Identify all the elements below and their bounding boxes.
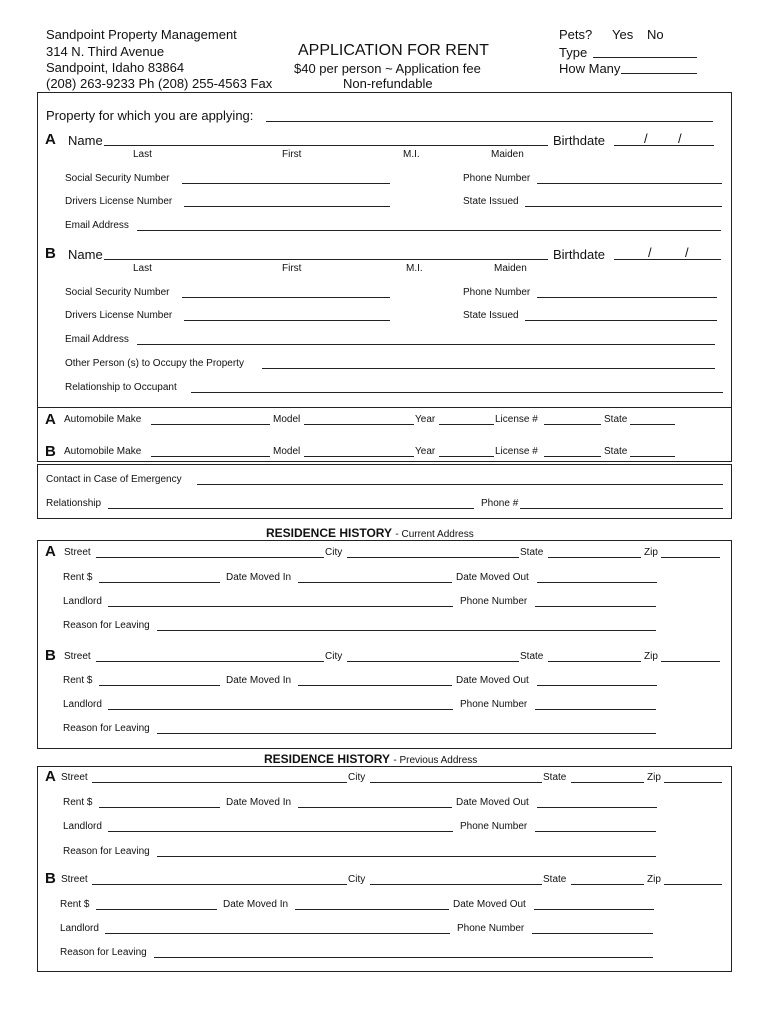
previous-a-reason-field[interactable]: [157, 856, 656, 857]
auto-b-model-field[interactable]: [304, 456, 414, 457]
applicant-a-letter: A: [45, 131, 56, 148]
current-b-city-label: City: [325, 651, 343, 662]
applicant-a-name-label: Name: [68, 133, 103, 148]
auto-b-make-field[interactable]: [151, 456, 270, 457]
previous-a-zip-field[interactable]: [664, 782, 722, 783]
auto-b-state-label: State: [604, 446, 628, 457]
applicant-a-name-field[interactable]: [104, 145, 548, 146]
previous-b-rent-field[interactable]: [96, 909, 217, 910]
applicant-b-name-label: Name: [68, 247, 103, 262]
current-b-street-label: Street: [64, 651, 91, 662]
applicant-b-email-field[interactable]: [137, 344, 715, 345]
current-b-rent-label: Rent $: [63, 675, 93, 686]
property-label: Property for which you are applying:: [46, 108, 254, 123]
previous-b-street-field[interactable]: [92, 884, 347, 885]
current-a-landlord-label: Landlord: [63, 596, 102, 607]
emergency-phone-field[interactable]: [520, 508, 723, 509]
auto-b-license-field[interactable]: [544, 456, 601, 457]
current-b-landlord-label: Landlord: [63, 699, 102, 710]
date-separator: /: [678, 131, 682, 146]
applicant-a-state-issued-label: State Issued: [463, 196, 519, 207]
applicant-b-birthdate-field[interactable]: [614, 259, 721, 260]
applicant-a-email-label: Email Address: [65, 220, 129, 231]
previous-b-reason-label: Reason for Leaving: [60, 947, 147, 958]
auto-b-make-label: Automobile Make: [64, 446, 142, 457]
previous-b-letter: B: [45, 870, 56, 887]
previous-a-street-label: Street: [61, 772, 88, 783]
previous-a-moved-out-field[interactable]: [537, 807, 657, 808]
applicant-b-dl-field[interactable]: [184, 320, 390, 321]
previous-a-rent-label: Rent $: [63, 797, 93, 808]
auto-a-license-label: License #: [495, 414, 538, 425]
applicant-a-ssn-field[interactable]: [182, 183, 390, 184]
current-b-city-field[interactable]: [347, 661, 519, 662]
auto-a-letter: A: [45, 411, 56, 428]
current-a-reason-label: Reason for Leaving: [63, 620, 150, 631]
current-b-moved-out-label: Date Moved Out: [456, 675, 529, 686]
property-field[interactable]: [266, 121, 713, 122]
company-address-line1: 314 N. Third Avenue: [46, 44, 165, 59]
current-a-rent-label: Rent $: [63, 572, 93, 583]
applicant-a-phone-field[interactable]: [537, 183, 722, 184]
previous-a-state-field[interactable]: [571, 782, 644, 783]
applicant-a-dl-label: Drivers License Number: [65, 196, 173, 207]
previous-b-landlord-label: Landlord: [60, 923, 99, 934]
previous-b-city-label: City: [348, 874, 366, 885]
auto-b-state-field[interactable]: [630, 456, 675, 457]
applicant-a-phone-label: Phone Number: [463, 173, 531, 184]
maiden-caption: Maiden: [491, 149, 524, 160]
current-b-reason-field[interactable]: [157, 733, 656, 734]
current-a-phone-field[interactable]: [535, 606, 656, 607]
auto-a-year-field[interactable]: [439, 424, 494, 425]
relationship-occupant-label: Relationship to Occupant: [65, 382, 177, 393]
previous-address-heading: [264, 752, 477, 766]
applicant-a-dl-field[interactable]: [184, 206, 390, 207]
applicant-b-phone-label: Phone Number: [463, 287, 531, 298]
previous-b-landlord-field[interactable]: [105, 933, 450, 934]
current-a-city-field[interactable]: [347, 557, 519, 558]
current-b-state-field[interactable]: [548, 661, 641, 662]
last-caption: Last: [133, 149, 152, 160]
emergency-contact-section: [37, 464, 732, 519]
current-a-rent-field[interactable]: [99, 582, 220, 583]
auto-a-year-label: Year: [415, 414, 436, 425]
emergency-phone-label: Phone #: [481, 498, 519, 509]
current-a-street-field[interactable]: [96, 557, 324, 558]
previous-a-city-field[interactable]: [370, 782, 542, 783]
auto-a-make-label: Automobile Make: [64, 414, 142, 425]
current-a-moved-out-field[interactable]: [537, 582, 657, 583]
applicant-a-birthdate-label: Birthdate: [553, 133, 606, 148]
date-separator: /: [644, 131, 648, 146]
previous-a-moved-out-label: Date Moved Out: [456, 797, 529, 808]
applicant-b-state-issued-field[interactable]: [525, 320, 717, 321]
previous-b-phone-label: Phone Number: [457, 923, 525, 934]
current-b-moved-out-field[interactable]: [537, 685, 657, 686]
emergency-contact-label: Contact in Case of Emergency: [46, 474, 182, 485]
current-a-landlord-field[interactable]: [108, 606, 453, 607]
current-b-moved-in-label: Date Moved In: [226, 675, 292, 686]
applicant-a-ssn-label: Social Security Number: [65, 173, 170, 184]
previous-address-section: [37, 766, 732, 972]
previous-b-phone-field[interactable]: [532, 933, 653, 934]
previous-b-zip-label: Zip: [647, 874, 661, 885]
residence-history-title: RESIDENCE HISTORY: [266, 526, 393, 540]
previous-a-rent-field[interactable]: [99, 807, 220, 808]
pets-label: Pets?: [559, 27, 593, 42]
previous-b-zip-field[interactable]: [664, 884, 722, 885]
residence-history-title: RESIDENCE HISTORY: [264, 752, 391, 766]
previous-b-moved-out-label: Date Moved Out: [453, 899, 526, 910]
first-caption: First: [282, 263, 302, 274]
previous-b-street-label: Street: [61, 874, 88, 885]
previous-b-moved-out-field[interactable]: [534, 909, 654, 910]
previous-a-moved-in-label: Date Moved In: [226, 797, 292, 808]
auto-b-model-label: Model: [273, 446, 301, 457]
emergency-relationship-field[interactable]: [108, 508, 474, 509]
previous-b-moved-in-label: Date Moved In: [223, 899, 289, 910]
current-b-letter: B: [45, 647, 56, 664]
pet-type-field[interactable]: [593, 57, 697, 58]
auto-a-state-label: State: [604, 414, 628, 425]
previous-a-state-label: State: [543, 772, 567, 783]
applicant-b-letter: B: [45, 245, 56, 262]
applicant-b-state-issued-label: State Issued: [463, 310, 519, 321]
previous-a-landlord-field[interactable]: [108, 831, 453, 832]
current-a-letter: A: [45, 543, 56, 560]
auto-a-state-field[interactable]: [630, 424, 675, 425]
current-b-state-label: State: [520, 651, 544, 662]
first-caption: First: [282, 149, 302, 160]
previous-b-state-label: State: [543, 874, 567, 885]
previous-a-reason-label: Reason for Leaving: [63, 846, 150, 857]
previous-b-moved-in-field[interactable]: [295, 909, 449, 910]
applicant-b-dl-label: Drivers License Number: [65, 310, 173, 321]
current-a-moved-out-label: Date Moved Out: [456, 572, 529, 583]
current-b-rent-field[interactable]: [99, 685, 220, 686]
company-name: Sandpoint Property Management: [46, 27, 237, 42]
applicant-a-email-field[interactable]: [137, 230, 721, 231]
previous-a-city-label: City: [348, 772, 366, 783]
applicant-b-email-label: Email Address: [65, 334, 129, 345]
current-b-zip-field[interactable]: [661, 661, 720, 662]
current-a-reason-field[interactable]: [157, 630, 656, 631]
previous-a-zip-label: Zip: [647, 772, 661, 783]
pet-type-label: Type: [559, 45, 588, 60]
current-address-heading: [266, 526, 474, 540]
pets-no-option[interactable]: No: [647, 27, 664, 42]
current-address-subtitle: - Current Address: [395, 529, 474, 540]
maiden-caption: Maiden: [494, 263, 527, 274]
auto-b-year-field[interactable]: [439, 456, 494, 457]
applicant-b-ssn-label: Social Security Number: [65, 287, 170, 298]
current-b-street-field[interactable]: [96, 661, 324, 662]
previous-address-subtitle: - Previous Address: [393, 755, 478, 766]
other-occupants-label: Other Person (s) to Occupy the Property: [65, 358, 244, 369]
non-refundable-note: Non-refundable: [343, 76, 433, 91]
previous-b-reason-field[interactable]: [154, 957, 653, 958]
company-address-line2: Sandpoint, Idaho 83864: [46, 60, 185, 75]
current-b-reason-label: Reason for Leaving: [63, 723, 150, 734]
current-b-phone-field[interactable]: [535, 709, 656, 710]
current-a-moved-in-label: Date Moved In: [226, 572, 292, 583]
auto-b-letter: B: [45, 443, 56, 460]
applicant-b-ssn-field[interactable]: [182, 297, 390, 298]
previous-a-phone-field[interactable]: [535, 831, 656, 832]
auto-a-model-field[interactable]: [304, 424, 414, 425]
previous-a-letter: A: [45, 768, 56, 785]
current-b-phone-label: Phone Number: [460, 699, 528, 710]
pet-count-label: How Many: [559, 61, 621, 76]
previous-b-state-field[interactable]: [571, 884, 644, 885]
page-title: APPLICATION FOR RENT: [298, 42, 489, 59]
current-a-city-label: City: [325, 547, 343, 558]
current-b-zip-label: Zip: [644, 651, 658, 662]
current-a-state-label: State: [520, 547, 544, 558]
company-phones: (208) 263-9233 Ph (208) 255-4563 Fax: [46, 76, 273, 91]
emergency-contact-field[interactable]: [197, 484, 723, 485]
current-a-state-field[interactable]: [548, 557, 641, 558]
auto-a-license-field[interactable]: [544, 424, 601, 425]
pets-yes-option[interactable]: Yes: [612, 27, 634, 42]
other-occupants-field[interactable]: [262, 368, 715, 369]
previous-a-phone-label: Phone Number: [460, 821, 528, 832]
auto-a-make-field[interactable]: [151, 424, 270, 425]
previous-a-landlord-label: Landlord: [63, 821, 102, 832]
current-a-moved-in-field[interactable]: [298, 582, 452, 583]
mi-caption: M.I.: [406, 263, 423, 274]
date-separator: /: [685, 245, 689, 260]
auto-b-year-label: Year: [415, 446, 436, 457]
current-a-zip-label: Zip: [644, 547, 658, 558]
current-address-section: [37, 540, 732, 749]
application-fee: $40 per person ~ Application fee: [294, 61, 481, 76]
applicant-b-birthdate-label: Birthdate: [553, 247, 606, 262]
current-b-moved-in-field[interactable]: [298, 685, 452, 686]
current-a-zip-field[interactable]: [661, 557, 720, 558]
current-a-street-label: Street: [64, 547, 91, 558]
mi-caption: M.I.: [403, 149, 420, 160]
pet-count-field[interactable]: [621, 73, 697, 74]
emergency-relationship-label: Relationship: [46, 498, 102, 509]
applicant-b-phone-field[interactable]: [537, 297, 717, 298]
auto-a-model-label: Model: [273, 414, 301, 425]
previous-a-moved-in-field[interactable]: [298, 807, 452, 808]
relationship-occupant-field[interactable]: [191, 392, 723, 393]
previous-b-city-field[interactable]: [370, 884, 542, 885]
current-a-phone-label: Phone Number: [460, 596, 528, 607]
applicant-b-name-field[interactable]: [104, 259, 548, 260]
date-separator: /: [648, 245, 652, 260]
current-b-landlord-field[interactable]: [108, 709, 453, 710]
previous-b-rent-label: Rent $: [60, 899, 90, 910]
previous-a-street-field[interactable]: [92, 782, 347, 783]
auto-b-license-label: License #: [495, 446, 538, 457]
applicant-a-birthdate-field[interactable]: [614, 145, 714, 146]
last-caption: Last: [133, 263, 152, 274]
applicant-a-state-issued-field[interactable]: [525, 206, 722, 207]
